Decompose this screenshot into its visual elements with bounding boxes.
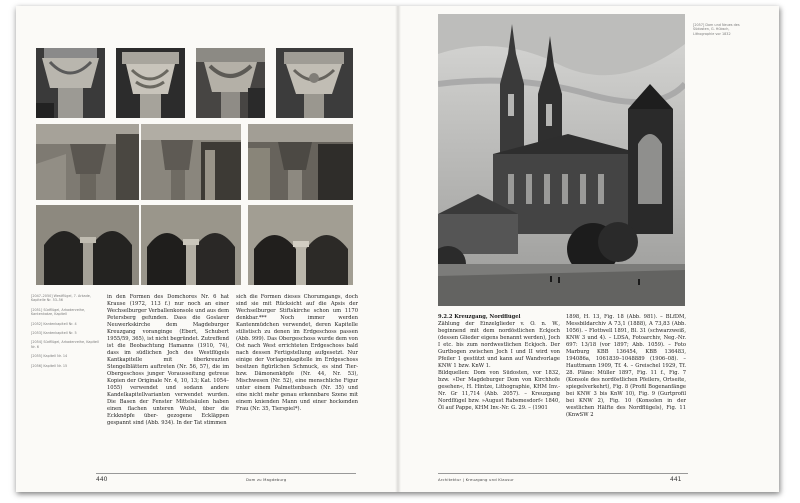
body-text: sich die Formen dieses Chorumgangs, doch sind sie mit Rücksicht auf die Apsis der Wechselburger Stiftskirche schon um 1170 denkbar.*** Noch immer werden Kantenmüdchen verwendet, deren Kapitelle stilistisch zu denen im Erdgeschoss passen (Abb. 999). Das Obergeschoss wurde dem von Ost nach West errichteten Erdgeschoss bald nach dessen Fertigstellung aufgesetzt. Nur einige der Vorlagenkapitelle im Erdgeschoss besitzen figürlichen Schmuck, es sind Tier- bzw. Dämonenköpfe (Nr. 44, Nr. 53), Mischwesen (Nr. 52), eine menschliche Figur unter einem Palmettenbusch (Nr. 35) und eine nicht mehr genau erkennbare Szene mit einem knienden Mann und einer hockenden Frau (Nr. 35, Tierspiel*). [236, 294, 358, 412]
body-text: 1898, H. 13, Fig. 18 (Abb. 981). – BLfDM, Messbildarchiv A 73,1 (1888), A 73,83 (Abb. 1056). – Flottwell 1891, Bl. 31 (schwarzweiß, KNW 3 und 4). – LDSA, Fotoarchiv, Neg.-Nr. 697: 13/18 (vor 1897; Abb. 1059). – Foto Marburg KBB 136454, KBB 136483, 194086a, 1061839–1048889 (1906–08). – Hauttmann 1909, Tf. 4. – Greischel 1929, Tf. 28. Pläne: Müller 1897, Fig. 11 f., Fig. 7 (Konsole des nordöstlichen Pfeilers, Ortseite, spiegelverkehrt), Fig. 8 (Profil Bogenanfänge bei KNW 3 bis KnW 10), Fig. 9 (Gurtprofil bei KNW 2), Fig. 10 (Konsolen in der westlichen Hälfte des Nordflügels), Fig. 11 (KnwSW 2 [566, 314, 686, 418]
running-head-left: Dom zu Magdeburg [246, 477, 287, 482]
right-text-column-2 [566, 314, 686, 464]
section-title: 9.2.2 Kreuzgang, Nordflügel [438, 314, 521, 320]
photo-arcade-right [248, 205, 353, 285]
photo-capital-53 [36, 48, 105, 118]
running-head-right: Architektur | Kreuzgang und Klausur [438, 477, 514, 482]
footer-rule [96, 473, 356, 474]
footer-rule [438, 473, 688, 474]
body-text: Zählung der Einzelglieder v. O. n. W., beginnend mit dem nordöstlichen Eckjoch (dessen Glieder eigens benannt werden), Joch I etc. bis zum nordwestlichen Eckjoch. Der Gurtbogen zwischen Joch I und II wird von Pfeiler 1 gestützt und kann auf Wandvorlage KNW 1 bzw. KnW 1. [438, 321, 560, 369]
caption: [2052] Kantenkapitell Nr. 4 [31, 321, 77, 326]
photo-corner-capital-left [36, 124, 139, 200]
photo-capital-54 [116, 48, 185, 118]
caption: [2055] Kapitell Nr. 14 [31, 354, 68, 359]
photo-capital-56 [276, 48, 353, 118]
photo-corner-capital-middle [141, 124, 241, 200]
caption: [2053] Kantenkapitell Nr. 5 [31, 331, 77, 336]
caption: [2051] Südflügel, Arkadenreihe, Kantenkatze, Kapitell [31, 307, 86, 317]
page-number-left: 440 [96, 476, 108, 483]
caption: [2056] Kapitell Nr. 15 [31, 363, 68, 368]
left-text-column-2 [236, 294, 358, 460]
body-text: Bildquellen: Dom von Südosten, vor 1832, bzw. »Der Magdeburger Dom von Kirchhofe gesehen«, H. Hintze, Lithographie, KHM Inv.-Nr. Gr 11,714 (Abb. 2057). – Kreuzgang Nordflügel bzw. »August Rabsmesdorf« 1840, Öl auf Pappe, KHM Inv.-Nr. G. 29. – (1901 [438, 370, 560, 411]
left-caption-list [31, 294, 99, 373]
photo-cathedral-lithograph [438, 14, 685, 306]
page-number-right: 441 [670, 476, 682, 483]
body-text: in den Formen des Domchores Nr. 6 hat Krause (1972, 113 f.) nur noch an einer Wechselburger Verballenkonsole und aus dem Petersberg gefunden. Dass die Goslarer Neuwerkskirche dem Magdeburger Kreuzgang voranginge (Ebert, Schubert 1955/59, 365), ist nicht begründet. Zutreffend ist die Beobachtung Hamanns (1910, 74), dass im südlichen Joch des Westflügels Kantkapitelle mit überkreuzten Stengelblättern auftreten (Nr. 56, 57), die im Obergeschoss junger Vorausseitung getreue Kopien der Originale Nr. 4, 10, 13; Kat. 1054–1055) verwendet und sodann andere Kandelkapitellvarianten verwendet wurden. Die Basen der Fenster Mittelsäulen haben einen flachen unteren Wulst, über die Eckknöpfe über- gezogene Eckläppen gespannt sind (Abb. 934). In der Tat stimmen [107, 294, 229, 426]
caption: [2047–2050] Westflügel, 7. Arkade, Kapitelle Nr. 53–56 [31, 294, 91, 303]
photo-arcade-left [36, 205, 139, 285]
right-page [398, 6, 779, 492]
left-text-column-1 [107, 294, 229, 460]
right-text-column-1 [438, 314, 560, 464]
left-page [16, 6, 397, 492]
photo-capital-55 [196, 48, 265, 118]
photo-caption: [2057] Dom und Neues des Südosten, G. Hübsch, Lithographie vor 1832 [693, 23, 740, 36]
caption: [2054] Südflügel, Arkadenreihe, Kapitell Nr. 6 [31, 340, 99, 349]
book-spread [16, 6, 779, 492]
photo-corner-capital-right [248, 124, 353, 200]
photo-arcade-middle [141, 205, 241, 285]
